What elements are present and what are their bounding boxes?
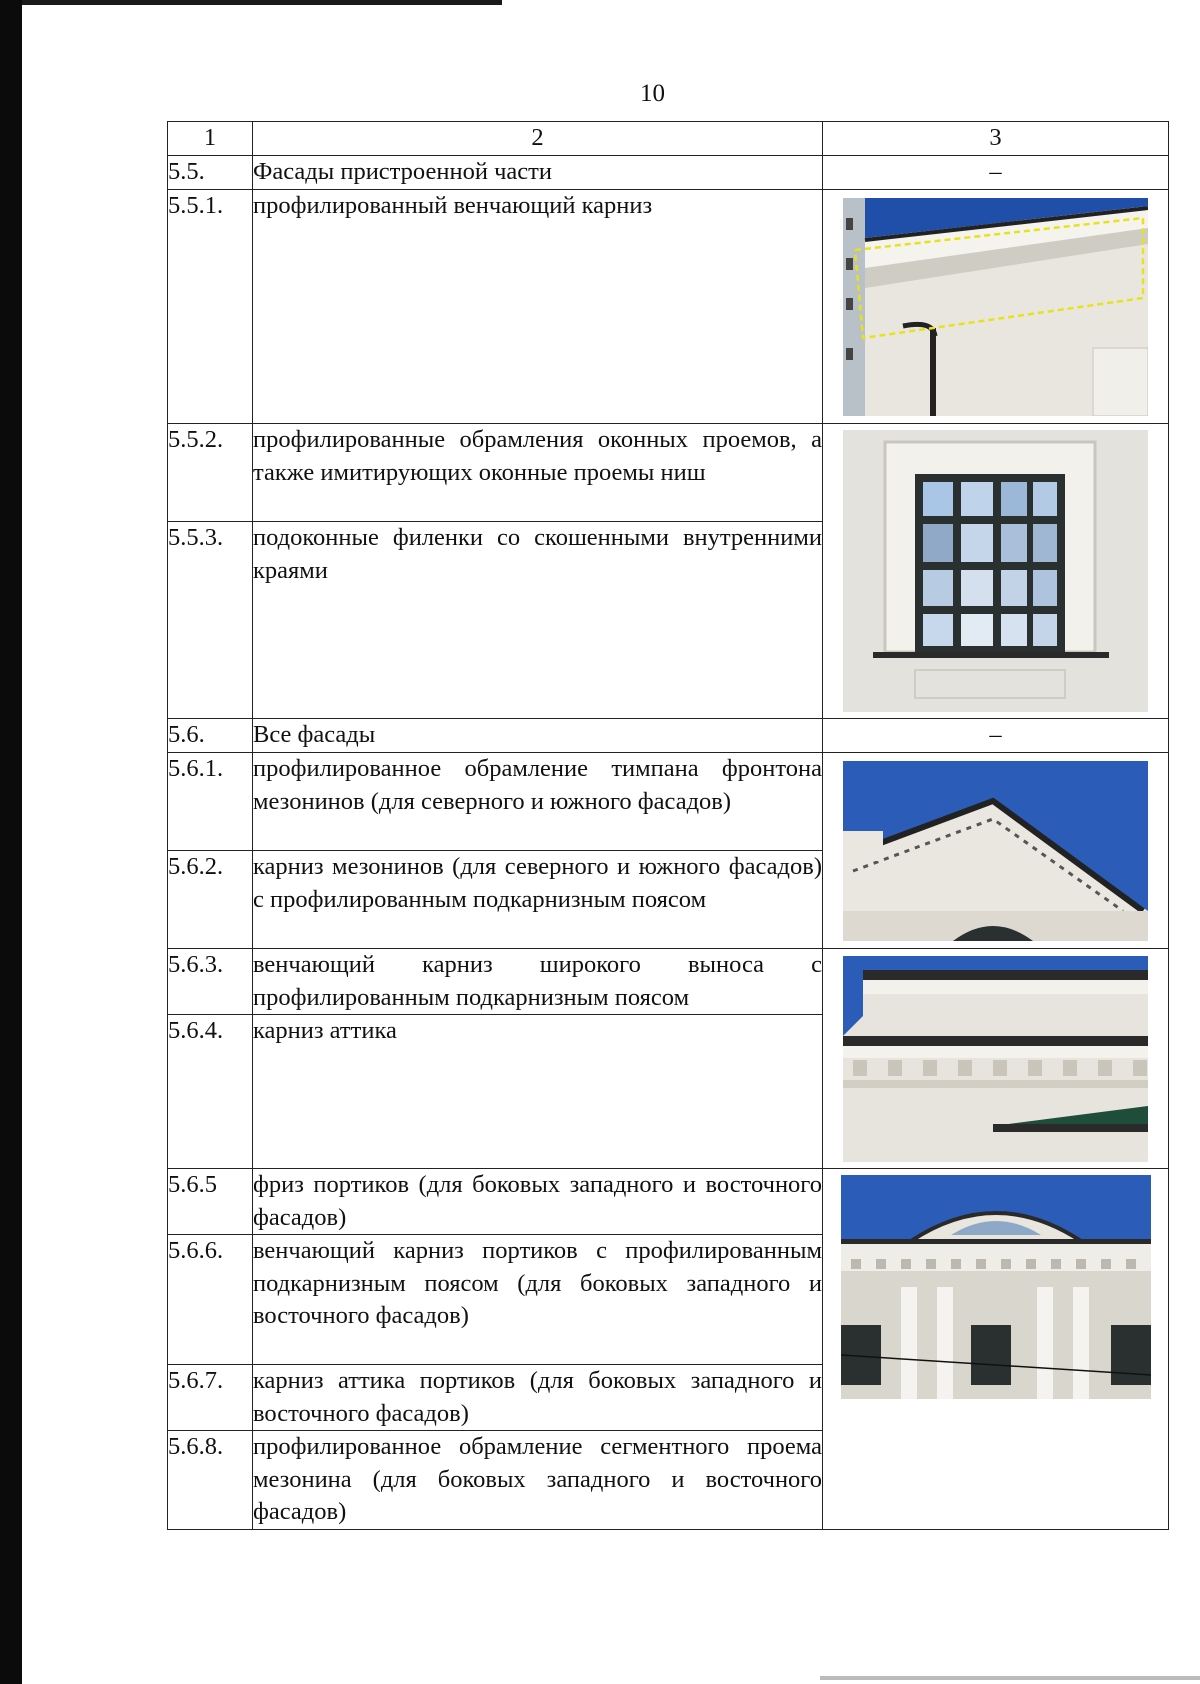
table-row	[168, 949, 1169, 1015]
row-number: 5.5.2.	[168, 424, 253, 522]
portico-photo-icon	[841, 1175, 1151, 1399]
facade-elements-table	[167, 121, 1169, 1530]
row-text: Фасады пристроенной части	[253, 156, 823, 190]
row-text: венчающий карниз портиков с профилированным подкарнизным поясом (для боковых западного и восточного фасадов)	[253, 1235, 823, 1365]
photo-cell	[823, 190, 1169, 424]
row-text: карниз мезонинов (для северного и южного фасадов) с профилированным подкарнизным поясом	[253, 851, 823, 949]
table-row	[168, 156, 1169, 190]
row-text: венчающий карниз широкого выноса с профилированным подкарнизным поясом	[253, 949, 823, 1015]
photo-cell	[823, 424, 1169, 719]
table-row	[168, 424, 1169, 522]
table-row	[168, 753, 1169, 851]
cornice-photo-icon	[843, 198, 1148, 416]
row-text: фриз портиков (для боковых западного и восточного фасадов)	[253, 1169, 823, 1235]
row-text: профилированное обрамление сегментного проема мезонина (для боковых западного и восточного фасадов)	[253, 1431, 823, 1530]
page-number: 10	[640, 80, 665, 107]
dash-cell: –	[823, 719, 1169, 753]
table-row	[168, 1169, 1169, 1235]
row-number: 5.6.	[168, 719, 253, 753]
header-col-1: 1	[168, 122, 253, 156]
header-col-3: 3	[823, 122, 1169, 156]
row-number: 5.6.2.	[168, 851, 253, 949]
row-text: профилированное обрамление тимпана фронтона мезонинов (для северного и южного фасадов)	[253, 753, 823, 851]
photo-cell	[823, 753, 1169, 949]
photo-cell	[823, 949, 1169, 1169]
table-header-row	[168, 122, 1169, 156]
window-frame-photo-icon	[843, 430, 1148, 712]
scan-border-left	[0, 0, 22, 1684]
attic-cornice-photo-icon	[843, 956, 1148, 1162]
dash-cell: –	[823, 156, 1169, 190]
scan-border-bottom	[820, 1676, 1200, 1680]
row-number: 5.6.1.	[168, 753, 253, 851]
scan-border-top	[22, 0, 502, 5]
row-number: 5.6.4.	[168, 1015, 253, 1169]
row-number: 5.5.1.	[168, 190, 253, 424]
row-number: 5.6.8.	[168, 1431, 253, 1530]
row-number: 5.6.3.	[168, 949, 253, 1015]
table-row	[168, 190, 1169, 424]
photo-cell	[823, 1169, 1169, 1530]
table-row	[168, 719, 1169, 753]
row-number: 5.6.7.	[168, 1365, 253, 1431]
row-text: карниз аттика портиков (для боковых западного и восточного фасадов)	[253, 1365, 823, 1431]
row-text: профилированные обрамления оконных проемов, а также имитирующих оконные проемы ниш	[253, 424, 823, 522]
row-text: подоконные филенки со скошенными внутренними краями	[253, 522, 823, 719]
row-text: профилированный венчающий карниз	[253, 190, 823, 424]
row-text: карниз аттика	[253, 1015, 823, 1169]
row-number: 5.6.6.	[168, 1235, 253, 1365]
header-col-2: 2	[253, 122, 823, 156]
row-number: 5.5.	[168, 156, 253, 190]
pediment-photo-icon	[843, 761, 1148, 941]
row-number: 5.5.3.	[168, 522, 253, 719]
row-text: Все фасады	[253, 719, 823, 753]
row-number: 5.6.5	[168, 1169, 253, 1235]
